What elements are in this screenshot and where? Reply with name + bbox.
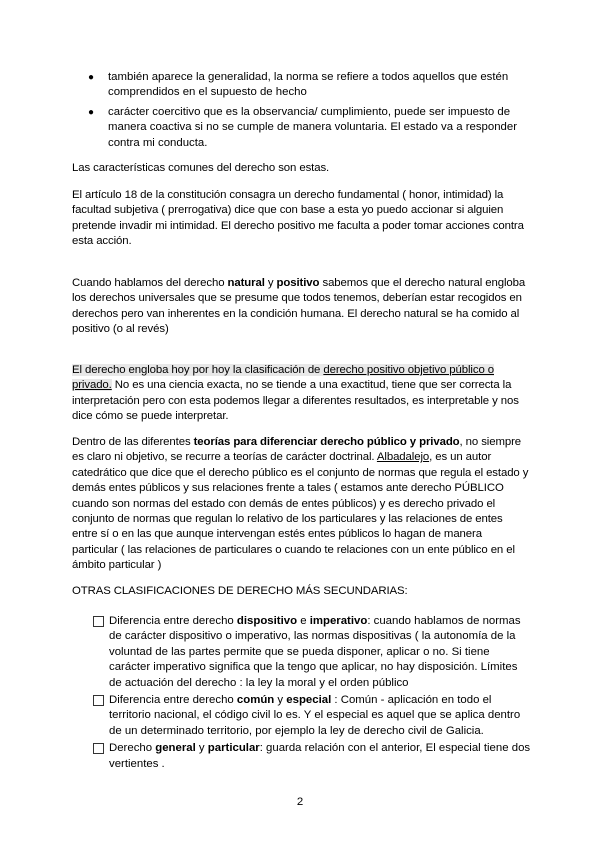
underlined-author: Albadalejo xyxy=(376,451,430,464)
checkbox[interactable] xyxy=(93,743,104,754)
section-heading: OTRAS CLASIFICACIONES DE DERECHO MÁS SECUNDARIAS: xyxy=(72,585,408,597)
paragraph-natural-positive: Cuando hablamos del derecho natural y positivo sabemos que el derecho natural engloba los derechos universales que se presume que todos tenemos, deberían estar recogidos en derechos pero van inherentes en la condición humana. El derecho natural se ha comido al positivo (o al revés) xyxy=(72,277,526,336)
paragraph-classification: El derecho engloba hoy por hoy la clasificación de derecho positivo objetivo público o privado. No es una ciencia exacta, no se tiende a una exactitud, tiene que ser correcta la interpretación pero con esta podemos llegar a diferentes resultados, es interpretable y nos dice cómo se puede interpretar. xyxy=(72,364,519,423)
checkbox[interactable] xyxy=(93,695,104,706)
list-item xyxy=(88,70,534,101)
list-item xyxy=(88,105,534,151)
bold-term: natural xyxy=(227,277,265,289)
bullet-icon: ● xyxy=(88,72,95,83)
checklist-item: Derecho general y particular: guarda relación con el anterior, El especial tiene dos vertientes . xyxy=(93,741,533,772)
checklist-item: Diferencia entre derecho común y especial : Común - aplicación en todo el territorio nacional, el código civil lo es. Y el especial es aquel que se aplica dentro de un determinado territorio, por ejemplo la ley de derecho civil de Galicia. xyxy=(93,693,533,739)
bullet-text: también aparece la generalidad, la norma se refiere a todos aquellos que estén comprendidos en el supuesto de hecho xyxy=(108,71,509,99)
underlined-term: derecho positivo objetivo público o privado. xyxy=(72,364,494,392)
bold-term: teorías para diferenciar derecho público y privado xyxy=(193,436,460,448)
paragraph-article-18: El artículo 18 de la constitución consagra un derecho fundamental ( honor, intimidad) la facultad subjetiva ( prerrogativa) dice que con base a esta yo puedo accionar si alguien pretende invadir mi intimidad. El derecho positivo me faculta a poder tomar acciones contra esta acción. xyxy=(72,189,524,248)
page-number: 2 xyxy=(296,796,304,808)
bullet-text: carácter coercitivo que es la observancia/ cumplimiento, puede ser impuesto de manera coactiva si no se cumple de manera voluntaria. El estado va a responder contra mi conducta. xyxy=(108,105,518,149)
checklist xyxy=(93,614,533,774)
checklist-item: Diferencia entre derecho dispositivo e imperativo: cuando hablamos de normas de carácter dispositivo o imperativo, las normas dispositivas ( la autonomía de la voluntad de las partes permite que se pueda disponer, aplicar o no. Si tiene carácter imperativo significa que la tengo que aplicar, no hay disposición. Límites de actuación del derecho : la ley la moral y el orden público xyxy=(93,614,533,691)
paragraph-theories: Dentro de las diferentes teorías para diferenciar derecho público y privado, no siempre es claro ni objetivo, se recurre a teorías de carácter doctrinal. Albadalejo, es un autor catedrático que dice que el derecho público es el conjunto de normas que regula el estado y demás entes públicos y sus relaciones frente a tales ( estamos ante derecho PÚBLICO cuando son normas del estado con demás de entes públicos) y es derecho privado el conjunto de normas que regulan lo relativo de los particulares y las relaciones de entes entre sí o en las que aunque intervengan estés entes públicos lo hagan de manera particular ( las relaciones de particulares o cuando te relaciones con un ente público en el ámbito particular ) xyxy=(72,436,529,572)
bold-term: positivo xyxy=(276,277,320,289)
paragraph-characteristics: Las características comunes del derecho son estas. xyxy=(72,162,330,174)
bullet-list xyxy=(88,70,534,155)
checkbox[interactable] xyxy=(93,616,104,627)
bullet-icon: ● xyxy=(88,106,95,118)
